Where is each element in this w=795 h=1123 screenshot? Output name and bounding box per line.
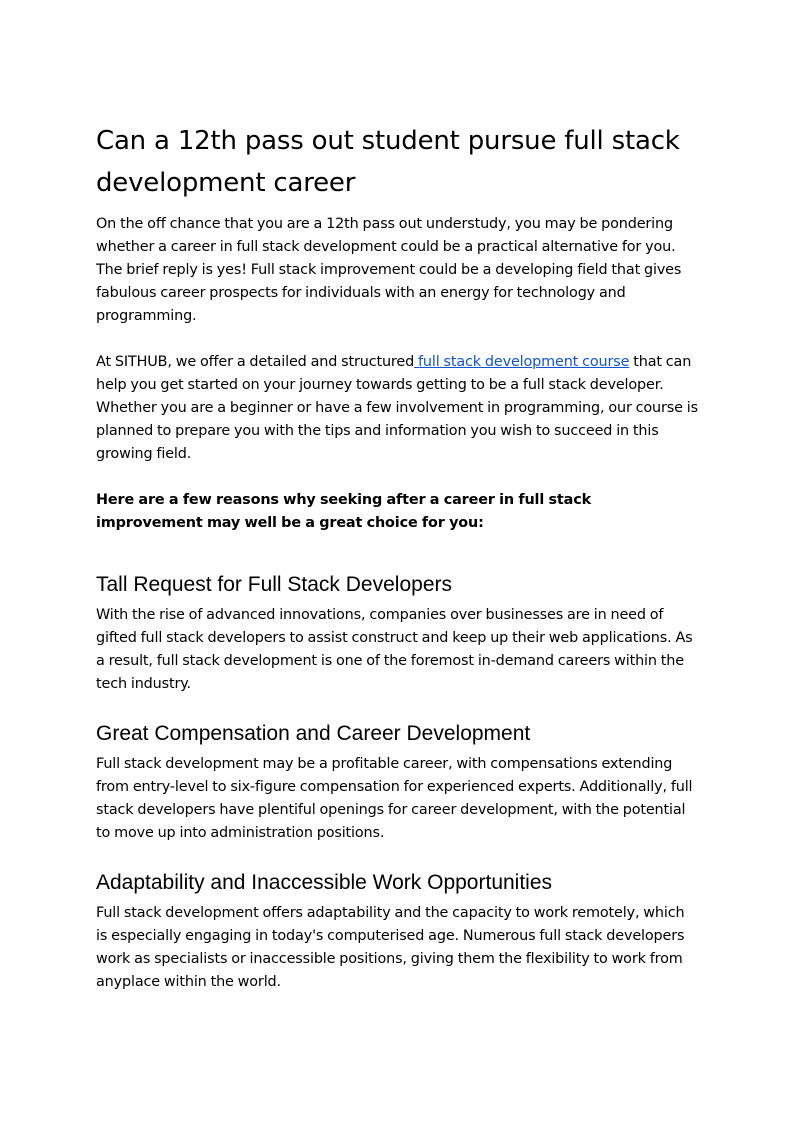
section-heading: Adaptability and Inaccessible Work Opportunities xyxy=(96,871,553,894)
section-heading: Great Compensation and Career Development xyxy=(96,722,531,745)
intro-paragraph: On the off chance that you are a 12th pass out understudy, you may be pondering whether a career in full stack development could be a practical alternative for you. The brief reply is yes! Full stack improvement could be a developing field that gives fabulous career prospects for individuals with an energy for technology and programming. xyxy=(96,216,682,324)
paragraph-spacer xyxy=(96,328,699,351)
section-compensation xyxy=(96,720,699,845)
paragraph-spacer xyxy=(96,466,699,489)
section-remote-work xyxy=(96,869,699,994)
section-heading: Tall Request for Full Stack Developers xyxy=(96,573,452,596)
reasons-intro: Here are a few reasons why seeking after a career in full stack improvement may well be a great choice for you: xyxy=(96,492,591,531)
section-body: With the rise of advanced innovations, companies over businesses are in need of gifted full stack developers to assist construct and keep up their web applications. As a result, full stack development is one of the foremost in-demand careers within the tech industry. xyxy=(96,607,693,692)
offer-paragraph xyxy=(96,351,699,466)
course-link[interactable]: full stack development course xyxy=(414,354,630,370)
page-title: Can a 12th pass out student pursue full stack development career xyxy=(96,126,680,198)
offer-text-after-link: that can help you get started on your journey towards getting to be a full stack developer. Whether you are a beginner or have a few involvement in programming, our course is planned to prepare you with the tips and information you wish to succeed in this growing field. xyxy=(96,354,698,462)
section-body: Full stack development may be a profitable career, with compensations extending from entry-level to six-figure compensation for experienced experts. Additionally, full stack developers have plentiful openings for career development, with the potential to move up into administration positions. xyxy=(96,756,693,841)
section-body: Full stack development offers adaptability and the capacity to work remotely, which is especially engaging in today's computerised age. Numerous full stack developers work as specialists or inaccessible positions, giving them the flexibility to work from anyplace within the world. xyxy=(96,905,685,990)
document-page xyxy=(96,120,699,994)
section-high-demand xyxy=(96,571,699,696)
offer-text-before-link: At SITHUB, we offer a detailed and structured xyxy=(96,354,415,370)
